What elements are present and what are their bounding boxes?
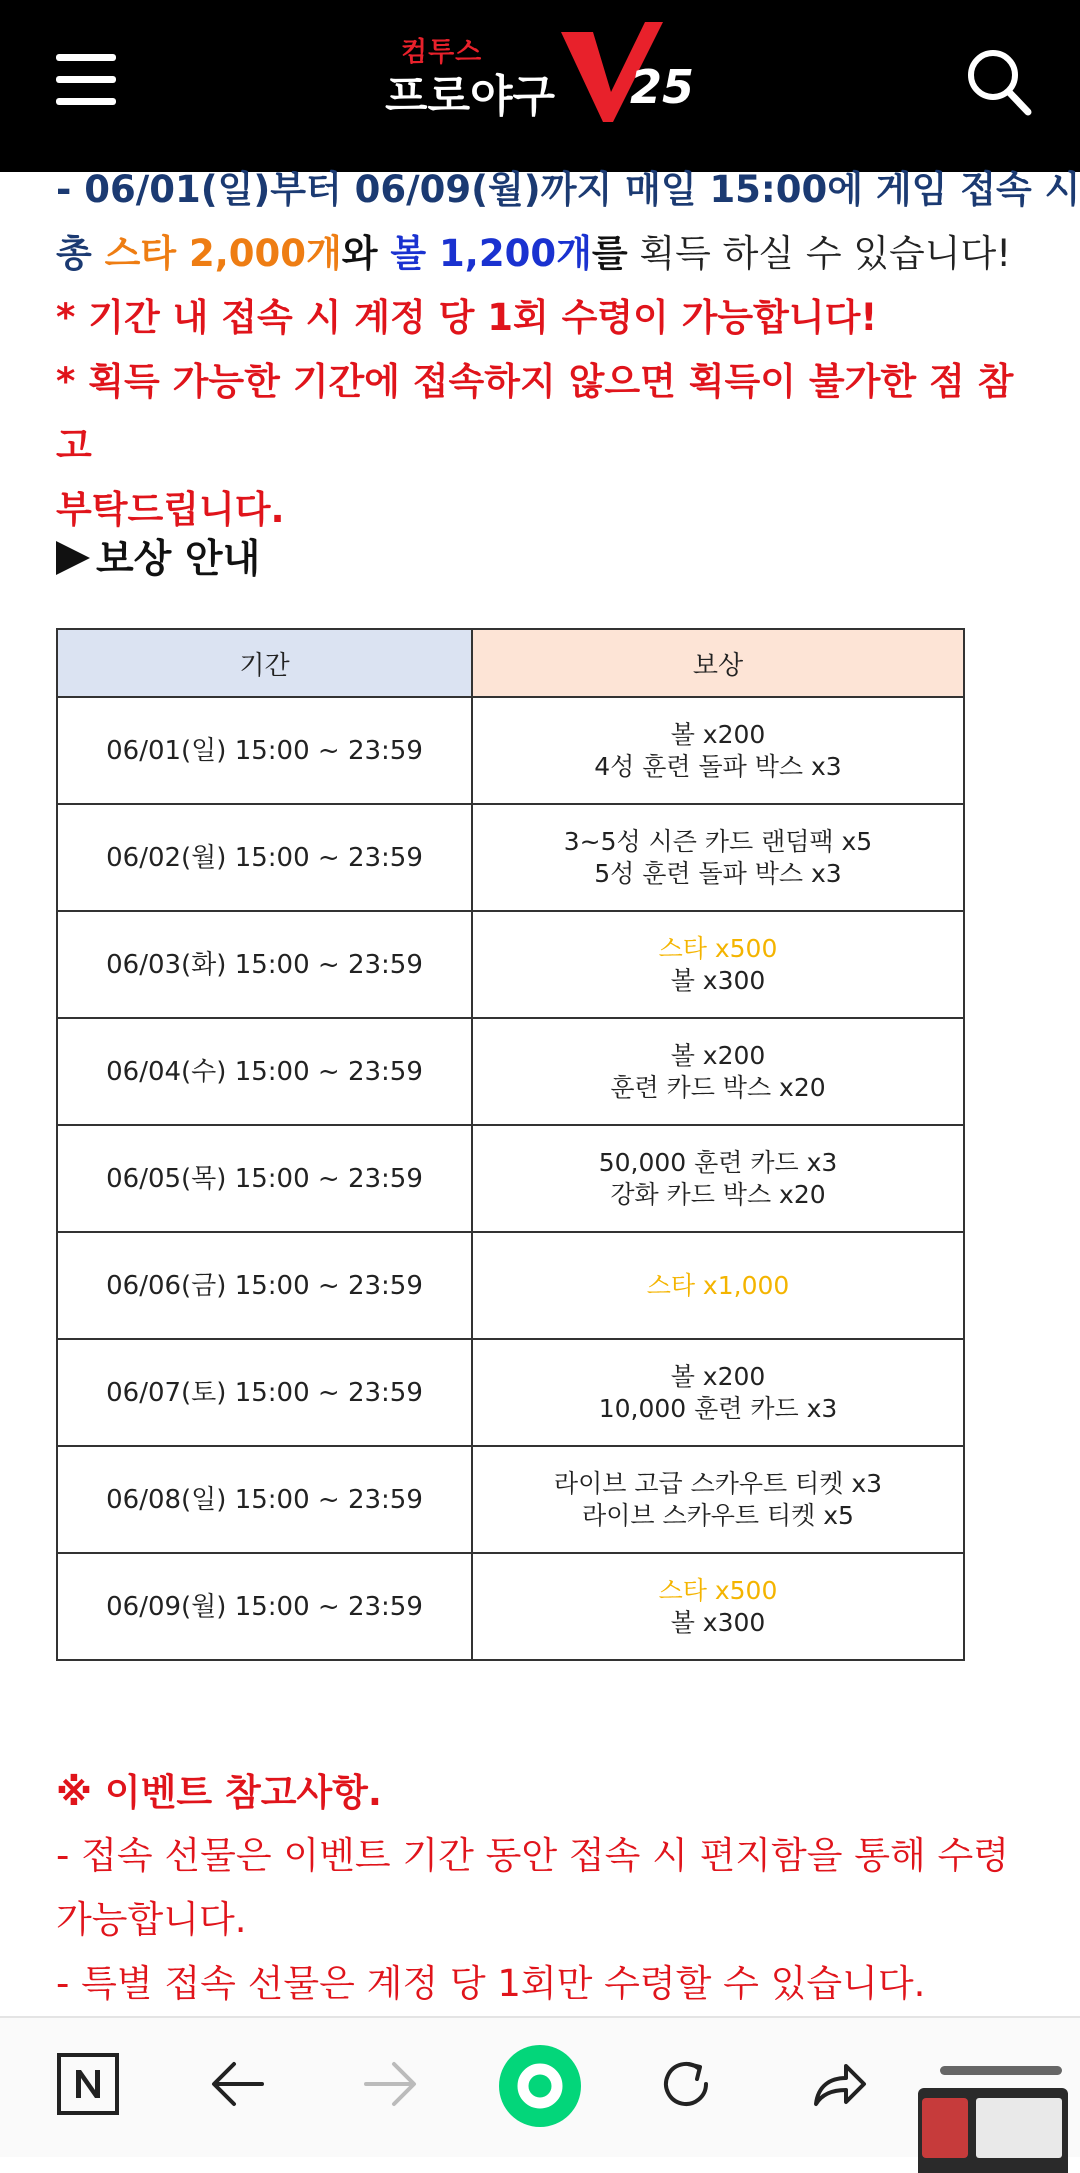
- period-cell: 06/09(월) 15:00 ~ 23:59: [57, 1553, 472, 1660]
- note-line-2: 가능합니다.: [56, 1898, 247, 1941]
- reward-cell: [472, 1232, 964, 1339]
- intro-and-text: 와: [341, 232, 391, 275]
- reward-cell: [472, 1018, 964, 1125]
- reward-line-2: 5성 훈련 돌파 박스 x3: [594, 858, 842, 888]
- note-line-3: - 특별 접속 선물은 계정 당 1회만 수령할 수 있습니다.: [56, 1962, 926, 2005]
- reward-cell: [472, 911, 964, 1018]
- reward-line-2: 4성 훈련 돌파 박스 x3: [594, 751, 842, 781]
- period-cell: 06/08(일) 15:00 ~ 23:59: [57, 1446, 472, 1553]
- reward-cell: [472, 1339, 964, 1446]
- reward-section-title: 보상 안내: [96, 537, 261, 582]
- tab-thumbnail[interactable]: [918, 2088, 1068, 2173]
- star-reward-total: 스타 2,000개: [104, 232, 342, 275]
- reward-cell: [472, 697, 964, 804]
- table-row: [57, 1125, 964, 1232]
- search-icon[interactable]: [964, 46, 1034, 118]
- table-row: [57, 1339, 964, 1446]
- event-description: [56, 158, 1080, 542]
- reward-table: [56, 628, 965, 1661]
- share-icon[interactable]: [806, 2052, 878, 2124]
- reward-line-2: 볼 x300: [670, 965, 766, 995]
- naver-n-icon[interactable]: [56, 2052, 128, 2124]
- note-line-1: - 접속 선물은 이벤트 기간 동안 접속 시 편지함을 통해 수령: [56, 1834, 1010, 1877]
- table-row: [57, 697, 964, 804]
- period-cell: 06/05(목) 15:00 ~ 23:59: [57, 1125, 472, 1232]
- reward-line-1: 50,000 훈련 카드 x3: [598, 1147, 838, 1177]
- home-ring-icon[interactable]: [498, 2044, 582, 2128]
- notice-missed-period-1: * 획득 가능한 기간에 접속하지 않으면 획득이 불가한 점 참고: [56, 360, 1014, 467]
- period-cell: 06/03(화) 15:00 ~ 23:59: [57, 911, 472, 1018]
- logo-year: 25: [630, 60, 695, 114]
- notice-missed-period-2: 부탁드립니다.: [56, 488, 285, 531]
- reload-icon[interactable]: [654, 2052, 726, 2124]
- reward-line-2: 훈련 카드 박스 x20: [610, 1072, 826, 1102]
- intro-dates-text: - 06/01(일)부터 06/09(월)까지 매일 15:00에 게임 접속 시: [56, 168, 1080, 211]
- reward-line-2: 라이브 스카우트 티켓 x5: [582, 1500, 854, 1530]
- forward-arrow-icon[interactable]: [358, 2052, 430, 2124]
- reward-line-1: 3~5성 시즌 카드 랜덤팩 x5: [563, 826, 873, 856]
- column-header-period: 기간: [57, 629, 472, 697]
- period-cell: 06/06(금) 15:00 ~ 23:59: [57, 1232, 472, 1339]
- reward-cell: [472, 1446, 964, 1553]
- reward-line-2: 10,000 훈련 카드 x3: [598, 1393, 838, 1423]
- back-arrow-icon[interactable]: [206, 2052, 278, 2124]
- intro-total-label: 총: [56, 232, 105, 275]
- column-header-reward: 보상: [472, 629, 964, 697]
- intro-suffix: 획득 하실 수 있습니다!: [627, 232, 1012, 275]
- hamburger-menu-icon[interactable]: [56, 48, 118, 108]
- table-row: [57, 1553, 964, 1660]
- intro-line-2: [56, 222, 1046, 286]
- reward-section-heading: [56, 528, 260, 584]
- event-notes: [56, 1762, 1046, 2016]
- notes-title: ※ 이벤트 참고사항.: [56, 1771, 382, 1814]
- tab-drawer-handle[interactable]: [940, 2066, 1062, 2075]
- ball-reward-total: 볼 1,200개: [390, 232, 592, 275]
- reward-line-1: 스타 x500: [658, 933, 778, 963]
- table-row: [57, 1446, 964, 1553]
- reward-line-1: 볼 x200: [670, 719, 766, 749]
- period-cell: 06/07(토) 15:00 ~ 23:59: [57, 1339, 472, 1446]
- table-row: [57, 1018, 964, 1125]
- period-cell: 06/04(수) 15:00 ~ 23:59: [57, 1018, 472, 1125]
- intro-particle: 를: [591, 232, 628, 275]
- thumbnail-card-image: [922, 2098, 968, 2158]
- table-row: [57, 804, 964, 911]
- logo-subtitle: 컴투스: [401, 37, 483, 68]
- reward-cell: [472, 1553, 964, 1660]
- intro-line-1: [56, 158, 1080, 222]
- reward-line-1: 라이브 고급 스카우트 티켓 x3: [553, 1468, 883, 1498]
- reward-line-1: 볼 x200: [670, 1040, 766, 1070]
- table-row: [57, 911, 964, 1018]
- reward-line-1: 스타 x1,000: [646, 1270, 790, 1300]
- table-header-row: [57, 629, 964, 697]
- app-header: [0, 0, 1080, 172]
- reward-cell: [472, 804, 964, 911]
- reward-line-2: 강화 카드 박스 x20: [610, 1179, 826, 1209]
- game-logo[interactable]: [385, 22, 695, 130]
- reward-line-2: 볼 x300: [670, 1607, 766, 1637]
- reward-line-1: 볼 x200: [670, 1361, 766, 1391]
- notice-once-per-account: * 기간 내 접속 시 계정 당 1회 수령이 가능합니다!: [56, 296, 878, 339]
- table-row: [57, 1232, 964, 1339]
- logo-title: 프로야구: [385, 71, 556, 122]
- period-cell: 06/01(일) 15:00 ~ 23:59: [57, 697, 472, 804]
- browser-bottom-bar: [0, 2016, 1080, 2157]
- thumbnail-panel-image: [976, 2098, 1062, 2158]
- play-triangle-icon: [56, 537, 90, 582]
- period-cell: 06/02(월) 15:00 ~ 23:59: [57, 804, 472, 911]
- reward-cell: [472, 1125, 964, 1232]
- reward-line-1: 스타 x500: [658, 1575, 778, 1605]
